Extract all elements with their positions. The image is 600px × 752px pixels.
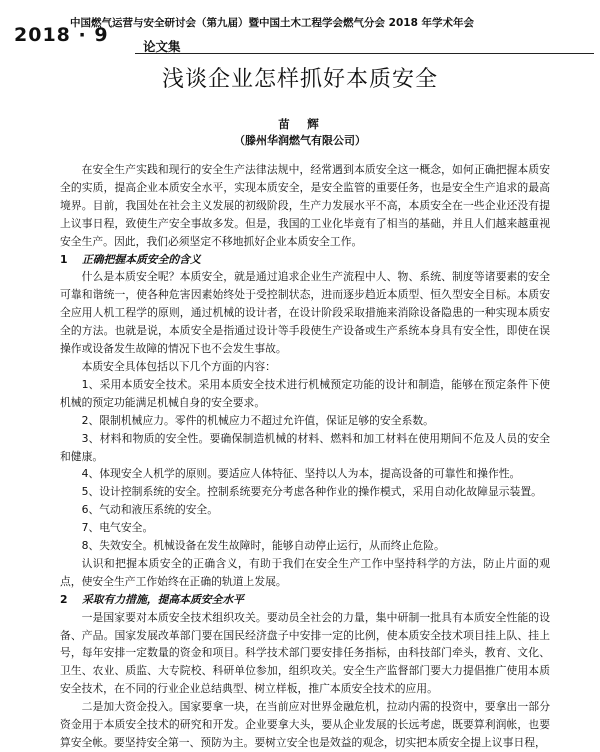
journal-year: 2018 · 9 xyxy=(14,24,109,46)
list-item: 6、气动和液压系统的安全。 xyxy=(81,503,219,517)
list-item: 8、失效安全。机械设备在发生故障时，能够自动停止运行，从而终止危险。 xyxy=(81,539,445,553)
list-item: 3、材料和物质的安全性。要确保制造机械的材料、燃料和加工材料在使用期间不危及人员的安全和健康。 xyxy=(60,431,550,463)
list-item: 1、采用本质安全技术。采用本质安全技术进行机械预定功能的设计和制造，能够在预定条件下使机械的预定功能满足机械自身的安全要求。 xyxy=(60,377,550,409)
list-item: 4、体现安全人机学的原则。要适应人体特征、坚持以人为本，提高设备的可靠性和操作性。 xyxy=(81,467,521,481)
author-affiliation: （滕州华润燃气有限公司） xyxy=(234,134,366,147)
section-2-title: 采取有力措施，提高本质安全水平 xyxy=(82,592,244,606)
header-rule xyxy=(135,53,594,54)
section-1-number: 1 xyxy=(60,252,68,266)
paragraph: 认识和把握本质安全的正确含义，有助于我们在安全生产工作中坚持科学的方法，防止片面的观点，使安全生产工作始终在正确的轨道上发展。 xyxy=(60,556,550,588)
section-1-title: 正确把握本质安全的含义 xyxy=(82,252,201,266)
article-title: 浅谈企业怎样抓好本质安全 xyxy=(161,67,438,92)
intro-paragraph: 在安全生产实践和现行的安全生产法律法规中，经常遇到本质安全这一概念，如何正确把握本质安全的实质，提高企业本质安全水平，实现本质安全，是安全监管的重要任务，也是安全生产追求的最高境界。目前，我国处在社会主义发展的初级阶段，生产力发展水平不高，本质安全在一些企业还没有提上议事日程，致使生产安全事故多发。但是，我国的工业化毕竟有了相当的基础，并且人们越来越重视安全生产。因此，我们必须坚定不移地抓好企业本质安全工作。 xyxy=(60,163,550,248)
article-body xyxy=(60,161,550,752)
list-item: 2、限制机械应力。零件的机械应力不超过允许值，保证足够的安全系数。 xyxy=(81,413,434,427)
paragraph: 二是加大资金投入。国家要拿一块，在当前应对世界金融危机，拉动内需的投资中，要拿出一部分资金用于本质安全技术的研究和开发。企业要拿大头，要从企业发展的长远考虑，既要算利润帐，也要算安全帐。要坚持安全第一、预防为主。要树立安全也是效益的观念，切实把本质安全提上议事日程， xyxy=(60,700,550,749)
list-item: 5、设计控制系统的安全。控制系统要充分考虑各种作业的操作模式，采用自动化故障显示装置。 xyxy=(81,485,542,499)
conference-name: 中国燃气运营与安全研讨会（第九届）暨中国土木工程学会燃气分会 2018 年学术年会 xyxy=(70,17,475,29)
section-label: 论文集 xyxy=(143,39,181,54)
section-2-number: 2 xyxy=(60,592,68,606)
paragraph: 一是国家要对本质安全技术组织攻关。要动员全社会的力量，集中研制一批具有本质安全性能的设备、产品。国家发展改革部门要在国民经济盘子中安排一定的比例，使本质安全技术项目挂上队、挂上号，每年安排一定数量的资金和项目。科学技术部门要安排任务指标，由科技部门牵头，教育、文化、卫生、农业、质监、大专院校、科研单位参加，组织攻关。安全生产监督部门要大力提倡推广使用本质安全技术，在不同的行业企业总结典型、树立样板，推广本质安全技术的应用。 xyxy=(60,610,550,696)
section-1-heading xyxy=(60,251,550,269)
paragraph: 本质安全具体包括以下几个方面的内容： xyxy=(81,359,276,373)
list-item: 7、电气安全。 xyxy=(81,521,154,535)
paragraph: 什么是本质安全呢？本质安全，就是通过追求企业生产流程中人、物、系统、制度等诸要素的安全可靠和谐统一，使各种危害因素始终处于受控制状态，进而逐步趋近本质型、恒久型安全目标。本质安全应用人机工程学的原则，通过机械的设计者，在设计阶段采取措施来消除设备隐患的一种实现本质安全的方法。也就是说，本质安全是指通过设计等手段使生产设备或生产系统本身具有安全性，即使在误操作或设备发生故障的情况下也不会发生事故。 xyxy=(60,270,550,356)
author-name: 苗 辉 xyxy=(278,117,322,131)
section-2-heading xyxy=(60,591,550,609)
